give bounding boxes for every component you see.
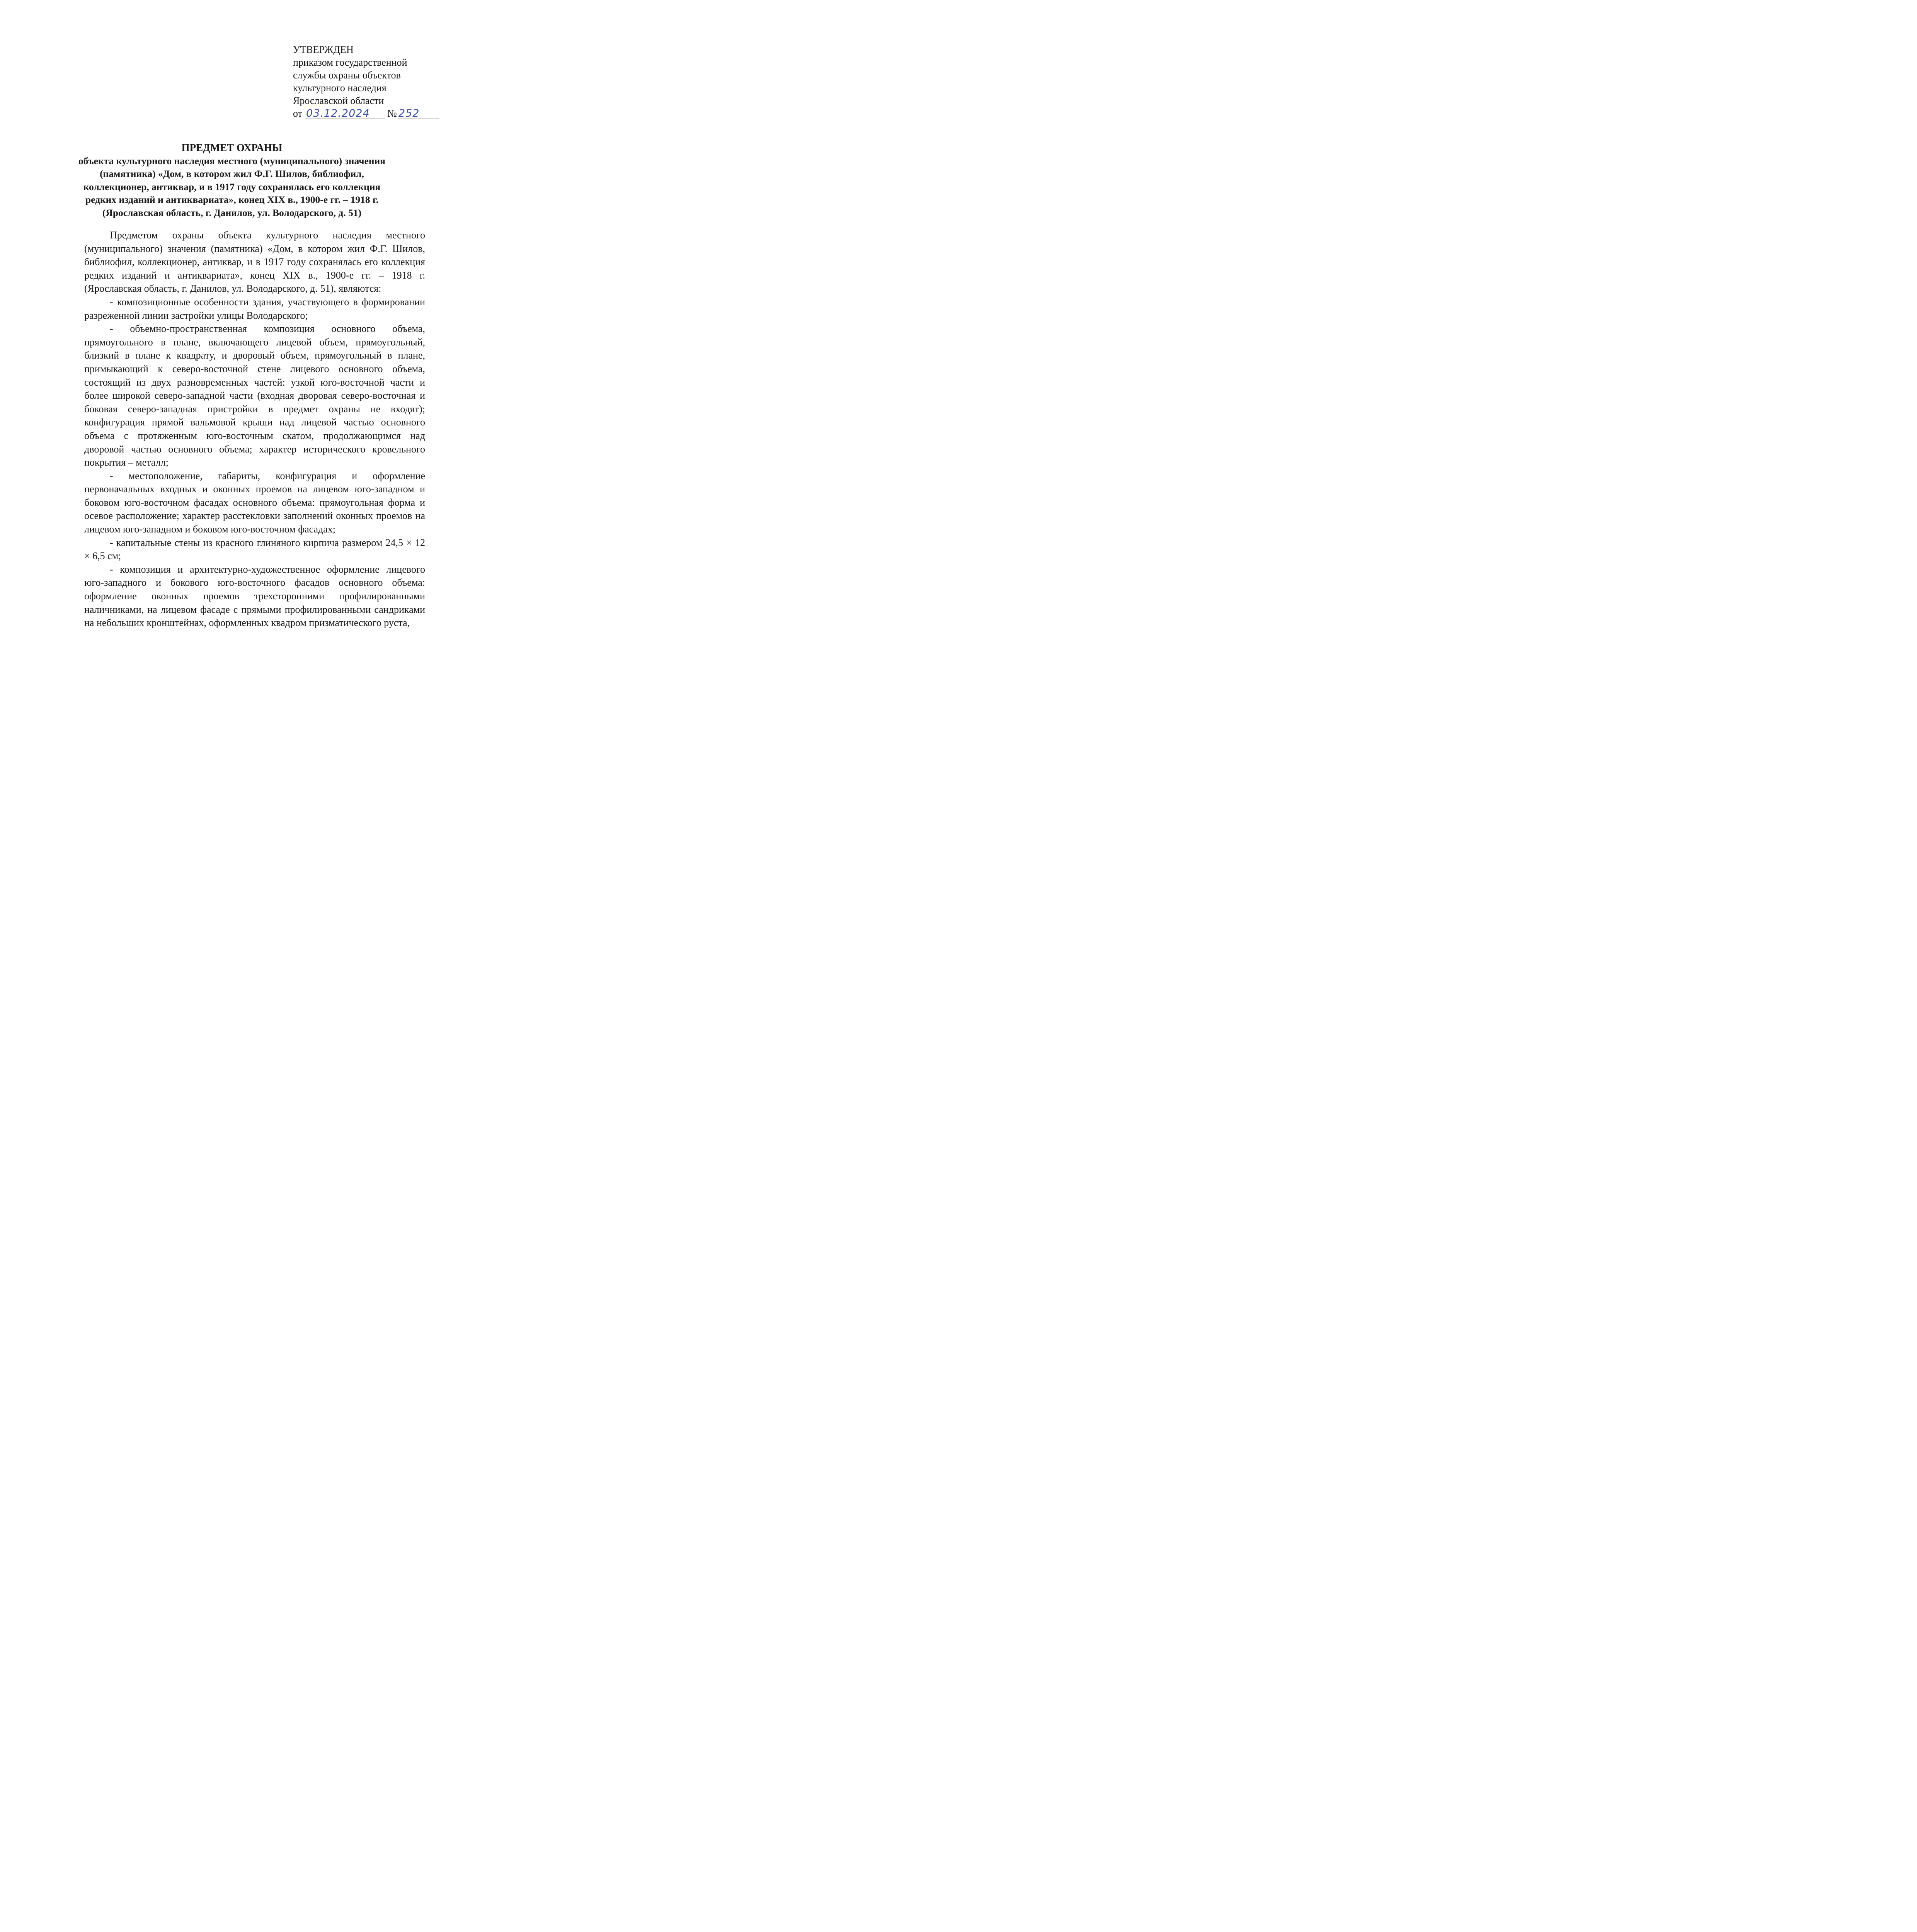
approval-date-line xyxy=(293,107,440,120)
body-paragraph-item: - композиция и архитектурно-художественное оформление лицевого юго-западного и бокового юго-восточного фасадов основного объема: оформление оконных проемов трехсторонними профилированными наличниками, на лицевом фасаде с прямыми профилированными сандриками на небольших кронштейнах, оформленных квадром призматического руста, xyxy=(84,563,425,629)
date-prefix: от xyxy=(293,108,303,119)
page-title: ПРЕДМЕТ ОХРАНЫ xyxy=(181,142,283,153)
approval-line: приказом государственной xyxy=(293,57,407,68)
approval-title: УТВЕРЖДЕН xyxy=(293,44,354,55)
approval-line: культурного наследия xyxy=(293,82,386,94)
document-heading xyxy=(58,141,406,219)
body-paragraph-item: - композиционные особенности здания, участвующего в формировании разреженной линии застройки улицы Володарского; xyxy=(84,296,425,321)
heading-line: (памятника) «Дом, в котором жил Ф.Г. Шилов, библиофил, xyxy=(100,168,364,179)
heading-line: объекта культурного наследия местного (муниципального) значения xyxy=(78,155,386,167)
body-paragraph-item: - объемно-пространственная композиция основного объема, прямоугольного в плане, включающего лицевой объем, прямоугольный, близкий в плане к квадрату, и дворовый объем, прямоугольный в плане, примыкающий к северо-восточной стене лицевого основного объема, состоящий из двух разновременных частей: узкой юго-восточной части и более широкой северо-западной части (входная дворовая северо-восточная и боковая северо-западная пристройки в предмет охраны не входят); конфигурация прямой вальмовой крыши над лицевой частью основного объема с протяженным юго-восточным скатом, продолжающимся над дворовой частью основного объема; характер исторического кровельного покрытия – металл; xyxy=(84,323,425,468)
body-paragraph-item: - капитальные стены из красного глиняного кирпича размером 24,5 × 12 × 6,5 см; xyxy=(84,537,425,562)
approval-line: службы охраны объектов xyxy=(293,70,401,81)
handwritten-number: 252 xyxy=(398,107,420,119)
document-page xyxy=(0,0,464,656)
heading-line: редких изданий и антиквариата», конец XIX в., 1900-е гг. – 1918 г. xyxy=(85,194,379,205)
body-paragraph-intro: Предметом охраны объекта культурного наследия местного (муниципального) значения (памятника) «Дом, в котором жил Ф.Г. Шилов, библиофил, коллекционер, антиквар, и в 1917 году сохранялась его коллекция редких изданий и антиквариата», конец XIX в., 1900-е гг. – 1918 г. (Ярославская область, г. Данилов, ул. Володарского, д. 51), являются: xyxy=(84,230,425,294)
handwritten-date: 03.12.2024 xyxy=(306,107,370,119)
document-body xyxy=(84,229,425,630)
approval-line: Ярославской области xyxy=(293,95,384,106)
heading-line: коллекционер, антиквар, и в 1917 году сохранялась его коллекция xyxy=(83,181,381,192)
date-field xyxy=(305,109,385,119)
number-field xyxy=(398,109,439,119)
number-label: № xyxy=(387,108,397,119)
heading-line: (Ярославская область, г. Данилов, ул. Володарского, д. 51) xyxy=(102,207,362,218)
approval-stamp-block xyxy=(293,43,440,120)
body-paragraph-item: - местоположение, габариты, конфигурация и оформление первоначальных входных и оконных проемов на лицевом юго-западном и боковом юго-восточном фасадах основного объема: прямоугольная форма и осевое расположение; характер расстекловки заполнений оконных проемов на лицевом юго-западном и боковом юго-восточном фасадах; xyxy=(84,470,425,535)
